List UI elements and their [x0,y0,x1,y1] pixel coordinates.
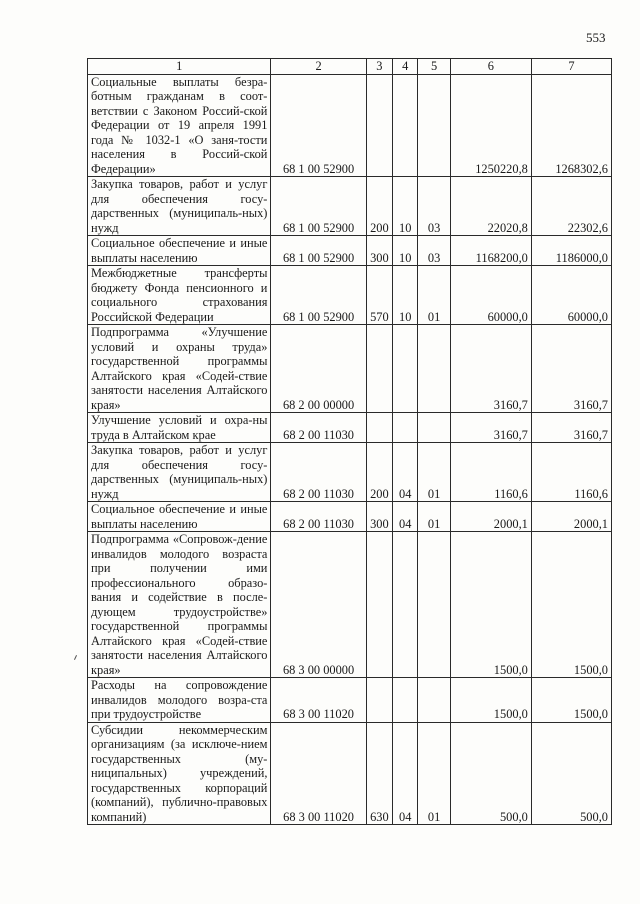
row-value-6: 2000,1 [450,502,531,532]
row-col4: 10 [393,177,418,236]
row-value-6: 3160,7 [450,325,531,413]
row-col5 [418,74,450,177]
header-cell-4: 4 [393,59,418,75]
row-value-7: 2000,1 [531,502,611,532]
row-col3: 200 [366,177,392,236]
row-name: Закупка товаров, работ и услуг для обеспечения госу-дарственных (муниципаль-ных) нужд [88,443,271,502]
row-col3: 300 [366,502,392,532]
table-row [88,413,612,443]
row-col4 [393,678,418,723]
row-name: Улучшение условий и охра-ны труда в Алтайском крае [88,413,271,443]
row-code: 68 3 00 00000 [271,532,366,678]
row-code: 68 2 00 11030 [271,413,366,443]
row-value-7: 1186000,0 [531,236,611,266]
row-name: Закупка товаров, работ и услуг для обеспечения госу-дарственных (муниципаль-ных) нужд [88,177,271,236]
row-name: Подпрограмма «Улучшение условий и охраны труда» государственной программы Алтайского края «Содей-ствие занятости населения Алтайского края» [88,325,271,413]
row-value-6: 500,0 [450,722,531,825]
row-code: 68 2 00 00000 [271,325,366,413]
row-value-6: 22020,8 [450,177,531,236]
row-col4 [393,325,418,413]
row-name: Межбюджетные трансферты бюджету Фонда пенсионного и социального страхования Российской Федерации [88,266,271,325]
table-row [88,678,612,723]
row-col5: 01 [418,443,450,502]
header-cell-3: 3 [366,59,392,75]
table-row [88,325,612,413]
row-col5 [418,413,450,443]
row-col4: 10 [393,266,418,325]
row-code: 68 1 00 52900 [271,236,366,266]
row-code: 68 2 00 11030 [271,502,366,532]
row-code: 68 3 00 11020 [271,722,366,825]
row-value-6: 3160,7 [450,413,531,443]
row-name: Социальное обеспечение и иные выплаты населению [88,502,271,532]
table-body [88,74,612,825]
row-code: 68 1 00 52900 [271,74,366,177]
row-col5 [418,532,450,678]
row-col3 [366,413,392,443]
row-name: Социальные выплаты безра-ботным гражданам в соот-ветствии с Законом Россий-ской Федерации от 19 апреля 1991 года № 1032-1 «О заня-тости населения в Россий-ской Федерации» [88,74,271,177]
row-col3: 570 [366,266,392,325]
row-name: Субсидии некоммерческим организациям (за исключе-нием государственных (му-ниципальных) учреждений, государственных корпораций (компаний), публично-правовых компаний) [88,722,271,825]
row-value-7: 3160,7 [531,413,611,443]
stray-pen-mark [74,655,77,660]
row-col5: 01 [418,502,450,532]
row-code: 68 1 00 52900 [271,266,366,325]
table-row [88,722,612,825]
row-col4 [393,413,418,443]
header-cell-7: 7 [531,59,611,75]
header-cell-5: 5 [418,59,450,75]
table-row [88,443,612,502]
row-col3 [366,325,392,413]
row-value-6: 1250220,8 [450,74,531,177]
row-value-6: 1500,0 [450,532,531,678]
row-code: 68 3 00 11020 [271,678,366,723]
row-value-6: 1160,6 [450,443,531,502]
row-col3 [366,74,392,177]
row-col4: 10 [393,236,418,266]
row-value-7: 500,0 [531,722,611,825]
row-col3 [366,532,392,678]
header-cell-1: 1 [88,59,271,75]
table-row [88,502,612,532]
table-row [88,177,612,236]
row-name: Подпрограмма «Сопровож-дение инвалидов молодого возраста при получении ими профессионального образо-вания и содействие в после-дующем трудоустройстве» государственной программы Алтайского края «Содей-ствие занятости населения Алтайского края» [88,532,271,678]
row-col4: 04 [393,722,418,825]
row-value-7: 1500,0 [531,678,611,723]
row-value-6: 1168200,0 [450,236,531,266]
table-row [88,532,612,678]
row-name: Социальное обеспечение и иные выплаты населению [88,236,271,266]
row-col3: 300 [366,236,392,266]
row-value-6: 60000,0 [450,266,531,325]
row-col3 [366,678,392,723]
row-value-6: 1500,0 [450,678,531,723]
row-col5 [418,678,450,723]
row-value-7: 60000,0 [531,266,611,325]
row-col5 [418,325,450,413]
page-number: 553 [586,30,606,45]
row-value-7: 3160,7 [531,325,611,413]
row-code: 68 2 00 11030 [271,443,366,502]
row-col4 [393,74,418,177]
row-col3: 630 [366,722,392,825]
row-value-7: 22302,6 [531,177,611,236]
row-name: Расходы на сопровождение инвалидов молодого возра-ста при трудоустройстве [88,678,271,723]
table-row [88,266,612,325]
row-col5: 01 [418,722,450,825]
row-col4: 04 [393,502,418,532]
table-row [88,236,612,266]
row-col4: 04 [393,443,418,502]
row-col5: 03 [418,177,450,236]
row-value-7: 1160,6 [531,443,611,502]
row-col5: 03 [418,236,450,266]
row-value-7: 1500,0 [531,532,611,678]
budget-table [87,58,612,825]
row-col3: 200 [366,443,392,502]
header-cell-2: 2 [271,59,366,75]
row-code: 68 1 00 52900 [271,177,366,236]
header-row [88,59,612,75]
row-col5: 01 [418,266,450,325]
table-row [88,74,612,177]
row-value-7: 1268302,6 [531,74,611,177]
header-cell-6: 6 [450,59,531,75]
row-col4 [393,532,418,678]
